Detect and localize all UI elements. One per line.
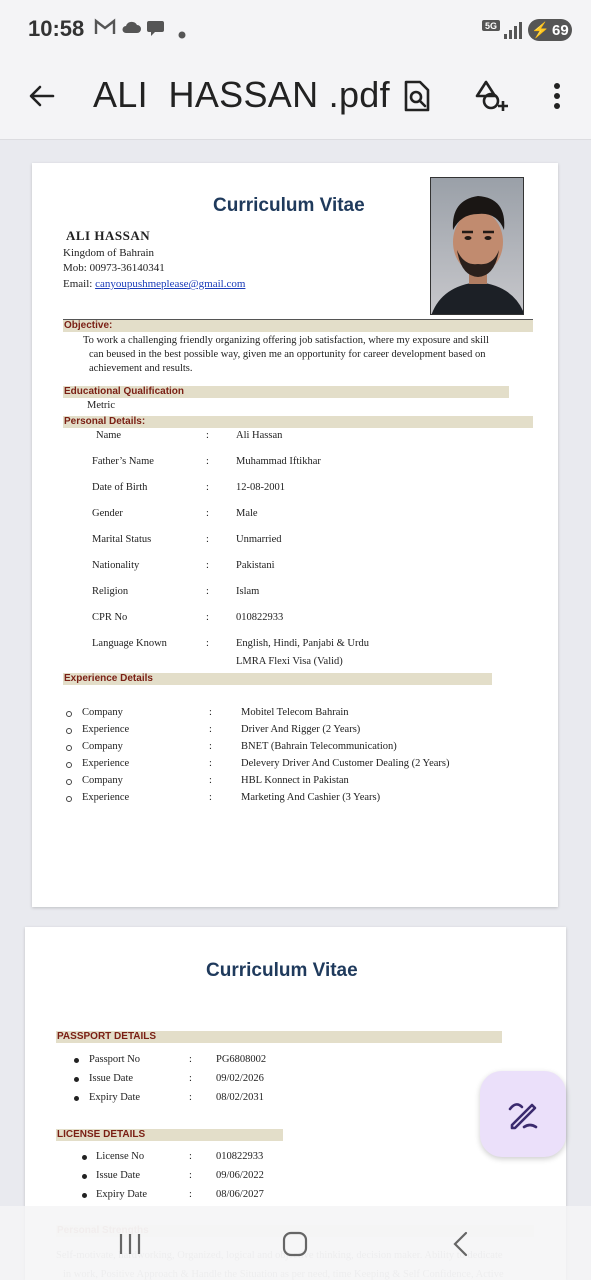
colon: : <box>189 1189 192 1200</box>
shapes-add-icon <box>474 79 510 113</box>
bullet-circle-icon <box>66 745 72 751</box>
search-document-icon <box>402 79 432 113</box>
bullet-dot-icon <box>82 1193 87 1198</box>
colon: : <box>209 792 212 803</box>
objective-heading: Objective: <box>63 320 533 332</box>
add-shapes-button[interactable] <box>470 74 514 118</box>
cv-title: Curriculum Vitae <box>213 195 365 216</box>
experience-label: Company <box>82 775 123 786</box>
personal-label: Nationality <box>92 560 140 571</box>
recents-button[interactable] <box>110 1226 150 1262</box>
objective-line-2: can beused in the best possible way, given me an opportunity for career development based on <box>89 349 486 360</box>
email-link[interactable]: canyoupushmeplease@gmail.com <box>95 278 246 290</box>
experience-value: Marketing And Cashier (3 Years) <box>241 792 381 803</box>
system-nav-bar <box>0 1206 591 1280</box>
license-heading: LICENSE DETAILS <box>56 1129 283 1141</box>
personal-value: English, Hindi, Panjabi & Urdu <box>236 638 369 649</box>
experience-label: Company <box>82 707 123 718</box>
personal-value: Unmarried <box>236 534 282 545</box>
colon: : <box>206 482 209 493</box>
personal-value: 010822933 <box>236 612 284 623</box>
colon: : <box>189 1054 192 1065</box>
colon: : <box>206 508 209 519</box>
colon: : <box>209 724 212 735</box>
svg-text:5G: 5G <box>484 21 498 31</box>
colon: : <box>206 638 209 649</box>
gmail-icon <box>94 18 116 41</box>
personal-value: 12-08-2001 <box>236 482 285 493</box>
status-time: 10:58 <box>28 16 85 41</box>
passport-label: Expiry Date <box>89 1092 141 1103</box>
pdf-page-1[interactable] <box>32 163 558 907</box>
more-options-button[interactable] <box>535 74 579 118</box>
passport-heading: PASSPORT DETAILS <box>56 1031 502 1043</box>
signal-icon <box>482 19 524 46</box>
license-label: Expiry Date <box>96 1189 148 1200</box>
location: Kingdom of Bahrain <box>63 247 155 259</box>
bullet-dot-icon <box>82 1174 87 1179</box>
education-heading: Educational Qualification <box>63 386 509 398</box>
colon: : <box>189 1151 192 1162</box>
passport-value: 09/02/2026 <box>216 1073 264 1084</box>
personal-label: Marital Status <box>92 534 152 545</box>
personal-value: Muhammad Iftikhar <box>236 456 321 467</box>
visa-status: LMRA Flexi Visa (Valid) <box>236 656 343 667</box>
colon: : <box>206 534 209 545</box>
experience-value: Delevery Driver And Customer Dealing (2 Years) <box>241 758 450 769</box>
charging-icon: ⚡ <box>531 22 550 39</box>
objective-line-1: To work a challenging friendly organizing offering job satisfaction, where my exposure and skill <box>83 335 489 346</box>
personal-label: Language Known <box>92 638 167 649</box>
experience-label: Experience <box>82 792 130 803</box>
recents-icon <box>117 1232 143 1256</box>
colon: : <box>209 775 212 786</box>
colon: : <box>206 560 209 571</box>
personal-value: Pakistani <box>236 560 275 571</box>
personal-value: Ali Hassan <box>236 430 283 441</box>
personal-details-heading: Personal Details: <box>63 416 533 428</box>
experience-heading: Experience Details <box>63 673 492 685</box>
personal-label: Name <box>96 430 122 441</box>
bullet-circle-icon <box>66 796 72 802</box>
back-arrow-icon <box>27 81 57 111</box>
passport-value: PG6808002 <box>216 1054 267 1065</box>
personal-label: CPR No <box>92 612 128 623</box>
colon: : <box>209 758 212 769</box>
bullet-dot-icon <box>74 1077 79 1082</box>
bullet-circle-icon <box>66 711 72 717</box>
system-back-button[interactable] <box>441 1226 481 1262</box>
personal-value: Male <box>236 508 258 519</box>
experience-value: HBL Konnect in Pakistan <box>241 775 349 786</box>
document-title: ALI HASSAN .pdf <box>93 74 390 115</box>
colon: : <box>206 456 209 467</box>
more-vert-icon <box>553 82 561 110</box>
back-button[interactable] <box>20 74 64 118</box>
license-value: 08/06/2027 <box>216 1189 264 1200</box>
passport-label: Passport No <box>89 1054 141 1065</box>
bullet-dot-icon <box>74 1058 79 1063</box>
colon: : <box>209 741 212 752</box>
profile-photo <box>430 177 524 315</box>
cloud-icon <box>120 18 142 41</box>
email-label: Email: <box>63 278 96 290</box>
colon: : <box>206 430 209 441</box>
license-label: License No <box>96 1151 145 1162</box>
experience-value: BNET (Bahrain Telecommunication) <box>241 741 397 752</box>
app-bar <box>0 60 591 140</box>
home-icon <box>282 1231 308 1257</box>
bullet-dot-icon <box>82 1155 87 1160</box>
experience-label: Company <box>82 741 123 752</box>
colon: : <box>206 612 209 623</box>
colon: : <box>189 1170 192 1181</box>
mobile-number: Mob: 00973-36140341 <box>63 262 165 274</box>
personal-label: Date of Birth <box>92 482 148 493</box>
education-value: Metric <box>87 400 115 411</box>
search-in-document-button[interactable] <box>395 74 439 118</box>
experience-label: Experience <box>82 758 130 769</box>
bullet-circle-icon <box>66 728 72 734</box>
cv-title-2: Curriculum Vitae <box>206 960 358 981</box>
colon: : <box>189 1073 192 1084</box>
back-icon <box>451 1231 471 1257</box>
personal-label: Gender <box>92 508 123 519</box>
passport-label: Issue Date <box>89 1073 134 1084</box>
battery-level: 69 <box>552 21 569 39</box>
home-button[interactable] <box>275 1226 315 1262</box>
license-value: 010822933 <box>216 1151 264 1162</box>
passport-value: 08/02/2031 <box>216 1092 264 1103</box>
personal-label: Religion <box>92 586 129 597</box>
annotate-fab-button[interactable] <box>480 1071 566 1157</box>
bullet-dot-icon <box>74 1096 79 1101</box>
chat-icon <box>146 18 168 43</box>
email-line <box>63 278 245 290</box>
status-bar <box>0 0 591 60</box>
personal-label: Father’s Name <box>92 456 154 467</box>
bullet-circle-icon <box>66 779 72 785</box>
notification-dot-icon <box>178 26 186 44</box>
colon: : <box>206 586 209 597</box>
personal-value: Islam <box>236 586 260 597</box>
bullet-circle-icon <box>66 762 72 768</box>
experience-value: Driver And Rigger (2 Years) <box>241 724 361 735</box>
experience-label: Experience <box>82 724 130 735</box>
applicant-name: ALI HASSAN <box>66 228 151 243</box>
colon: : <box>189 1092 192 1103</box>
license-label: Issue Date <box>96 1170 141 1181</box>
objective-line-3: achievement and results. <box>89 363 193 374</box>
license-value: 09/06/2022 <box>216 1170 264 1181</box>
battery-indicator <box>528 19 572 41</box>
experience-value: Mobitel Telecom Bahrain <box>241 707 349 718</box>
edit-pen-icon <box>506 1097 540 1131</box>
colon: : <box>209 707 212 718</box>
